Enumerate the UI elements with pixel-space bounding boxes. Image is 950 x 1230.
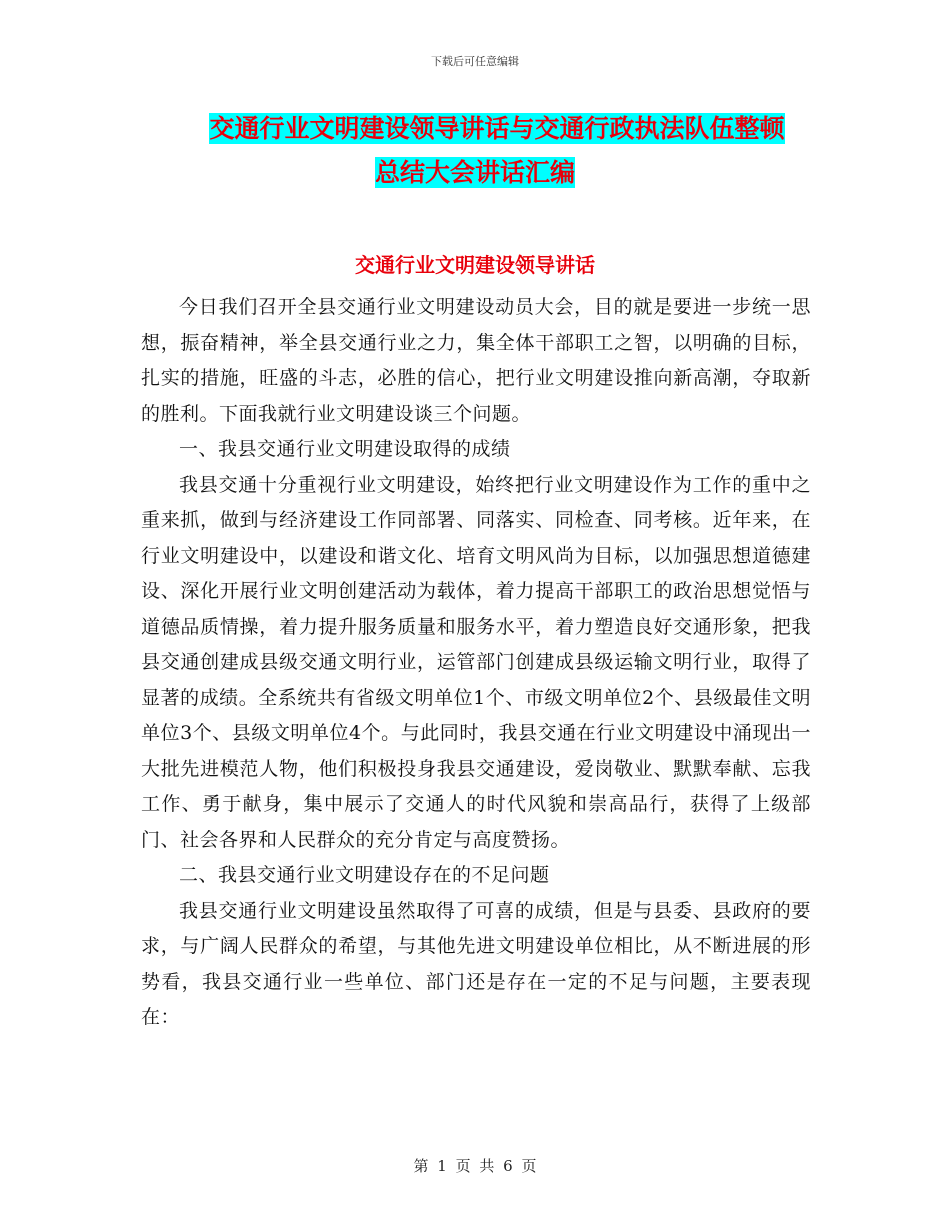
page-footer: 第 1 页 共 6 页 [413,1157,537,1175]
document-title-line-2 [0,156,950,190]
header-note: 下载后可任意编辑 [431,55,519,68]
paragraph-intro: 今日我们召开全县交通行业文明建设动员大会，目的就是要进一步统一思想，振奋精神，举全县交通行业之力，集全体干部职工之智，以明确的目标，扎实的措施，旺盛的斗志，必胜的信心，把行业文明建设推向新高潮，夺取新的胜利。下面我就行业文明建设谈三个问题。 [141,296,811,425]
document-title-text-2: 总结大会讲话汇编 [374,158,575,187]
heading-achievements: 一、我县交通行业文明建设取得的成绩 [179,438,511,460]
document-body [141,290,811,1036]
document-title-text-1: 交通行业文明建设领导讲话与交通行政执法队伍整顿 [209,114,785,143]
paragraph-achievements: 我县交通十分重视行业文明建设，始终把行业文明建设作为工作的重中之重来抓，做到与经济建设工作同部署、同落实、同检查、同考核。近年来，在行业文明建设中，以建设和谐文化、培育文明风尚为目标，以加强思想道德建设、深化开展行业文明创建活动为载体，着力提高干部职工的政治思想觉悟与道德品质情操，着力提升服务质量和服务水平，着力塑造良好交通形象，把我县交通创建成县级交通文明行业，运管部门创建成县级运输文明行业，取得了显著的成绩。全系统共有省级文明单位1个、市级文明单位2个、县级最佳文明单位3个、县级文明单位4个。与此同时，我县交通在行业文明建设中涌现出一大批先进模范人物，他们积极投身我县交通建设，爱岗敬业、默默奉献、忘我工作、勇于献身，集中展示了交通人的时代风貌和崇高品行，获得了上级部门、社会各界和人民群众的充分肯定与高度赞扬。 [141,473,811,851]
section-title: 交通行业文明建设领导讲话 [355,253,595,277]
document-title-line-1 [22,112,950,146]
heading-shortcomings: 二、我县交通行业文明建设存在的不足问题 [179,864,550,886]
paragraph-shortcomings: 我县交通行业文明建设虽然取得了可喜的成绩，但是与县委、县政府的要求，与广阔人民群众的希望，与其他先进文明建设单位相比，从不断进展的形势看，我县交通行业一些单位、部门还是存在一定的不足与问题，主要表现在： [141,899,811,1028]
